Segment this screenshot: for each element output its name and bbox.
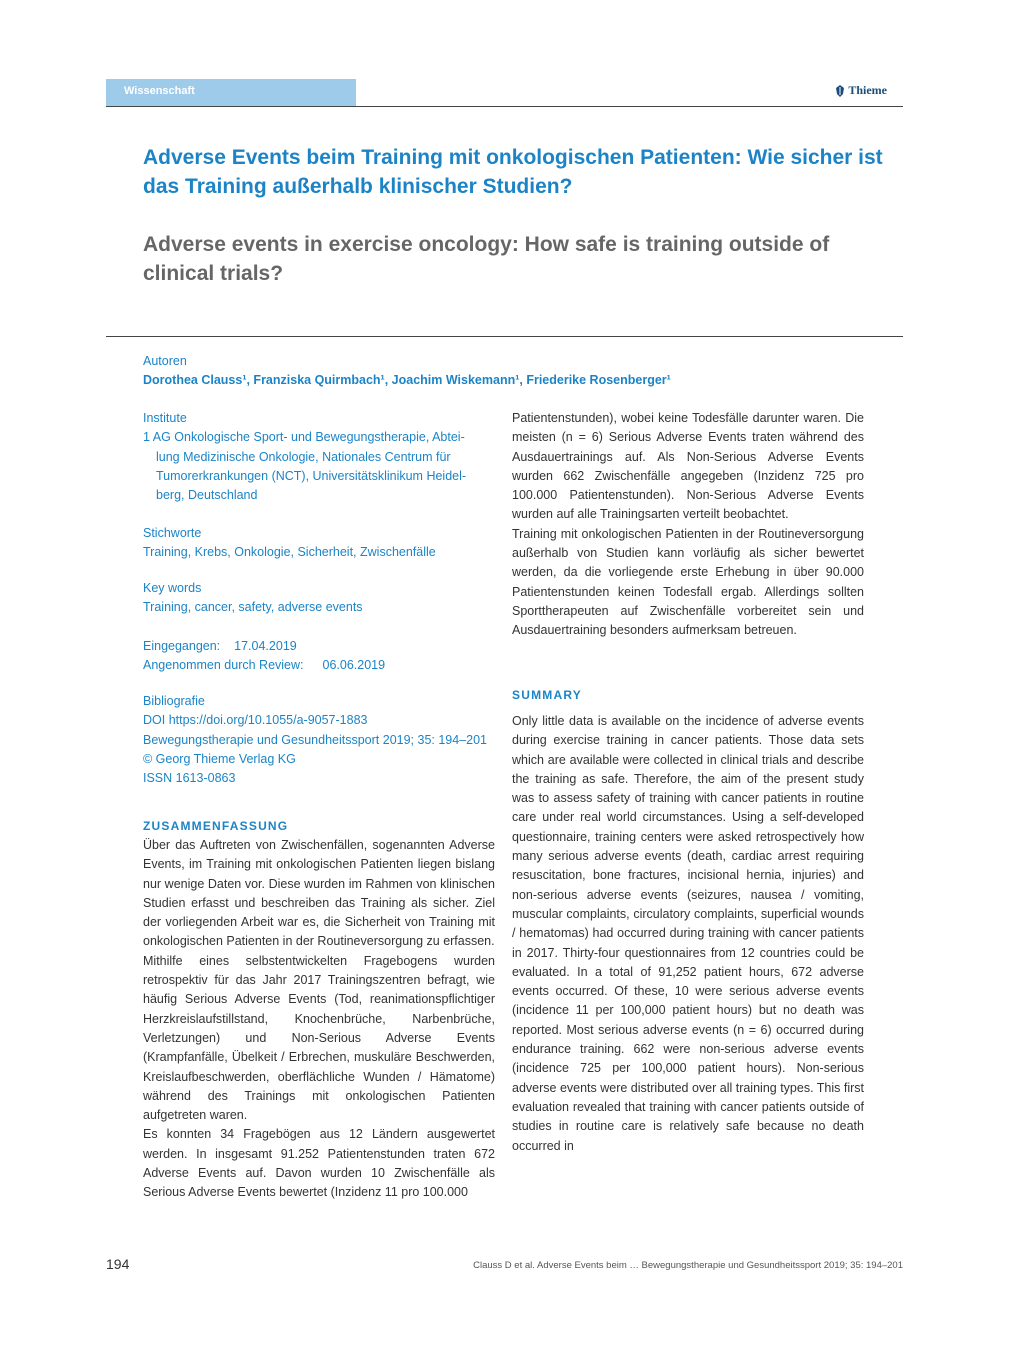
publisher-name: Thieme: [848, 83, 887, 97]
title-divider: [106, 336, 903, 337]
bibliography-block: [143, 692, 495, 788]
institute-label: Institute: [143, 411, 187, 425]
thieme-logo-icon: [835, 85, 845, 97]
institute-block: [143, 409, 495, 505]
stichworte-block: [143, 524, 495, 563]
title-english: Adverse events in exercise oncology: How safe is training outside of clinical trials?: [143, 233, 830, 285]
journal-citation: Bewegungstherapie und Gesundheitssport 2019; 35: 194–201: [143, 732, 488, 747]
summary-heading: SUMMARY: [512, 688, 582, 702]
institute-line: lung Medizinische Onkologie, Nationales Centrum für: [156, 449, 451, 464]
accepted-label: Angenommen durch Review:: [143, 658, 304, 673]
author-names: Dorothea Clauss¹, Franziska Quirmbach¹, Joachim Wiskemann¹, Friederike Rosenberger¹: [143, 373, 671, 388]
summary-paragraph: Only little data is available on the incidence of adverse events during exercise training in cancer patients. Those data sets which are available were collected in clinical trials and describe the training as safe. Therefore, the aim of the present study was to assess safety of training with cancer patients in routine care under real world circumstances. Using a self-developed questionnaire, training centers were asked retrospectively how many serious adverse events (death, cardiac arrest requiring resuscitation, bone fractures, incisional hernia, injuries) and non-serious adverse events (seizures, nausea / vomiting, muscular complaints, circulatory complaints, superficial wounds / hematomas) had occurred during training with cancer patients in 2017. Thirty-four questionnaires from 12 countries could be evaluated. In a total of 91,252 patient hours, 672 adverse events occurred. Of these, 10 were serious adverse events (incidence 11 per 100,000 patient hours) but no death was reported. Most serious adverse events (n = 6) occurred during endurance training. 662 were non-serious adverse events (incidence 725 per 100,000 patient hours). Non-serious adverse events were distributed over all training types. This first evaluation revealed that training with cancer patients outside of studies in routine care is relatively safe because no death occurred in: [512, 714, 865, 1153]
institute-line: Tumorerkrankungen (NCT), Universitätsklinikum Heidel-: [156, 468, 467, 483]
zusammenfassung-continued: [512, 409, 864, 641]
footer-citation: Clauss D et al. Adverse Events beim … Bewegungstherapie und Gesundheitssport 2019; 35: 194–201: [473, 1260, 903, 1271]
keywords-value: Training, cancer, safety, adverse events: [143, 600, 363, 615]
institute-line: 1 AG Onkologische Sport- und Bewegungstherapie, Abtei-: [143, 430, 465, 445]
zusammenfassung-paragraph: Über das Auftreten von Zwischenfällen, sogenannten Adverse Events, im Training mit onkologischen Patienten liegen bislang nur wenige Daten vor. Diese wurden im Rahmen von klinischen Studien erfasst und beschreiben das Training als sicher. Ziel der vorliegenden Arbeit war es, die Sicherheit von Training mit onkologischen Patienten in der Routineversorgung zu erfassen.: [143, 838, 495, 949]
section-label: Wissenschaft: [124, 85, 195, 97]
doi-link[interactable]: https://doi.org/10.1055/a-9057-1883: [168, 713, 368, 728]
keywords-block: [143, 579, 495, 618]
stichworte-label: Stichworte: [143, 526, 202, 540]
issn: ISSN 1613-0863: [143, 771, 236, 786]
zusammenfassung-paragraph: Es konnten 34 Fragebögen aus 12 Ländern ausgewertet werden. In insgesamt 91.252 Patientenstunden traten 672 Adverse Events auf. Davon wurden 10 Zwischenfälle als Serious Adverse Events bewertet (Inzidenz 11 pro 100.000: [143, 1127, 495, 1200]
authors-label: Autoren: [143, 354, 187, 368]
keywords-label: Key words: [143, 581, 202, 595]
section-tab: [106, 79, 356, 106]
received-date: 17.04.2019: [234, 639, 297, 653]
zusammenfassung-paragraph: Training mit onkologischen Patienten in der Routineversorgung außerhalb von Studien kann vorläufig als sicher bewertet werden, da die vorliegende erste Erhebung in über 90.000 Patientenstunden keinen Todesfall ergab. Allerdings sollten Sporttherapeuten auf Zwischenfälle vorbereitet sein und Ausdauertraining besonders aufmerksam betreuen.: [512, 526, 864, 638]
copyright: © Georg Thieme Verlag KG: [143, 751, 296, 766]
zusammenfassung-heading: ZUSAMMENFASSUNG: [143, 819, 289, 833]
zusammenfassung-paragraph: Mithilfe eines selbstentwickelten Fragebogens wurden retrospektiv für das Jahr 2017 Trainingszentren befragt, wie häufig Serious Adverse Events (Tod, reanimationspflichtiger Herzkreislaufstillstand, Knochenbrüche, Narbenbrüche, Verletzungen) und Non-Serious Adverse Events (Krampfanfälle, Übelkeit / Erbrechen, muskuläre Beschwerden, Kreislaufbeschwerden, oberflächliche Wunden / Hämatome) während des Trainings mit onkologischen Patienten aufgetreten waren.: [143, 953, 495, 1123]
bibliography-label: Bibliografie: [143, 694, 205, 708]
publisher-logo: [835, 83, 887, 98]
zusammenfassung-paragraph: Patientenstunden), wobei keine Todesfälle darunter waren. Die meisten (n = 6) Serious Adverse Events traten während des Ausdauertrainings auf. Als Non-Serious Adverse Events wurden 662 Zwischenfälle angegeben (Inzidenz 725 pro 100.000 Patientenstunden). Non-Serious Adverse Events wurden auf alle Trainingsarten verteilt beobachtet.: [512, 411, 864, 522]
title-german: Adverse Events beim Training mit onkologischen Patienten: Wie sicher ist das Training außerhalb klinischer Studien?: [143, 146, 883, 198]
zusammenfassung-text: [143, 836, 495, 1203]
stichworte-value: Training, Krebs, Onkologie, Sicherheit, Zwischenfälle: [143, 545, 436, 560]
authors-block: [143, 352, 883, 391]
page-number: 194: [106, 1256, 130, 1272]
institute-line: berg, Deutschland: [156, 488, 258, 503]
dates-block: [143, 637, 495, 676]
summary-text: [512, 712, 864, 1156]
received-label: Eingegangen:: [143, 639, 221, 653]
doi-label: DOI: [143, 713, 166, 728]
header-divider: [106, 106, 903, 107]
accepted-date: 06.06.2019: [322, 658, 386, 673]
